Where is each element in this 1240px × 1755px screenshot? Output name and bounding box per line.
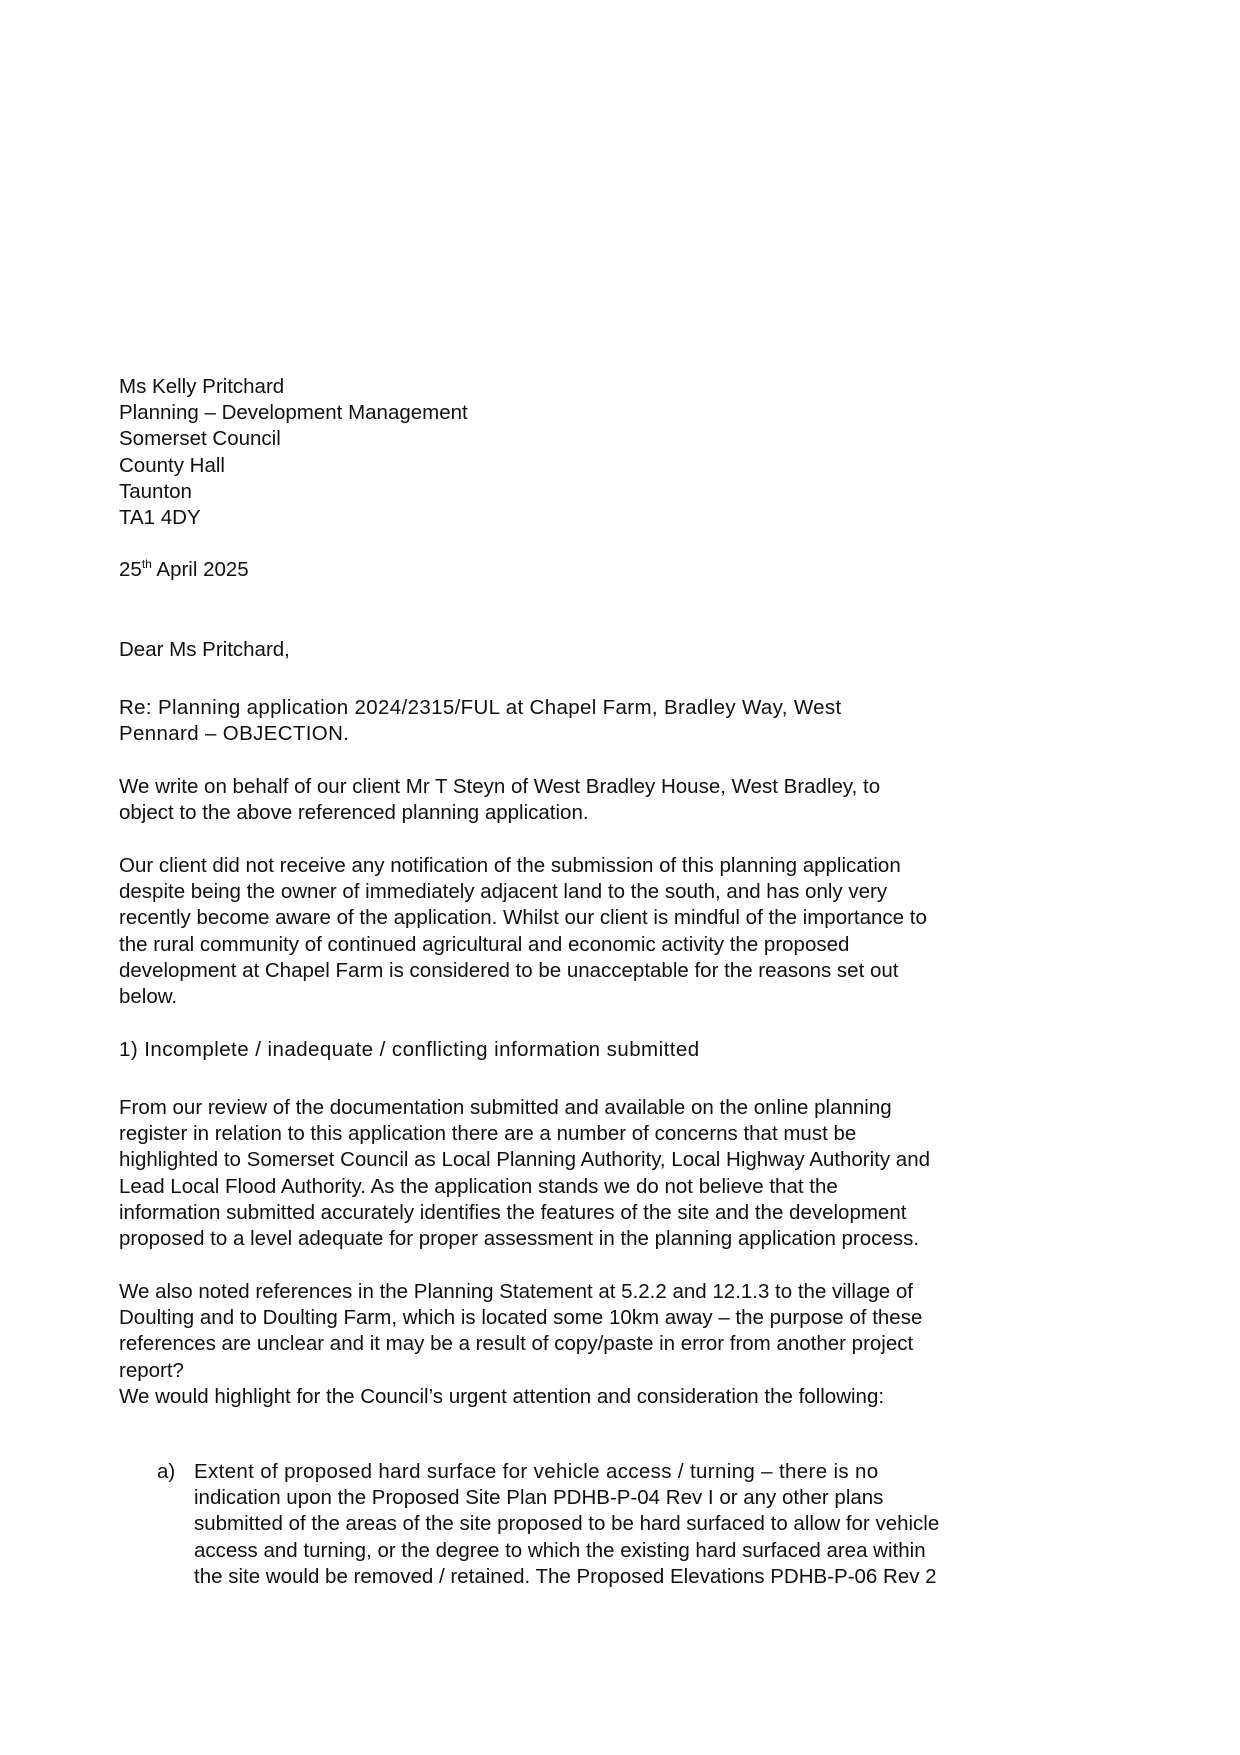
recipient-building: County Hall bbox=[119, 453, 225, 477]
paragraph-line: development at Chapel Farm is considered to be unacceptable for the reasons set out bbox=[119, 958, 899, 982]
recipient-postcode: TA1 4DY bbox=[119, 506, 201, 530]
list-marker: a) bbox=[157, 1460, 176, 1483]
list-item-line: submitted of the areas of the site proposed to be hard surfaced to allow for vehicle bbox=[194, 1512, 940, 1536]
list-item-line: Extent of proposed hard surface for vehicle access / turning – there is no bbox=[194, 1460, 879, 1483]
recipient-town: Taunton bbox=[119, 479, 192, 503]
list-item-body bbox=[194, 1459, 939, 1590]
letter-date bbox=[119, 557, 249, 585]
subject-line bbox=[119, 695, 842, 747]
paragraph-line: references are unclear and it may be a result of copy/paste in error from another project bbox=[119, 1332, 914, 1356]
list-item-line: indication upon the Proposed Site Plan PDHB-P-04 Rev I or any other plans bbox=[194, 1486, 884, 1510]
paragraph-line: register in relation to this application there are a number of concerns that must be bbox=[119, 1122, 857, 1146]
paragraph-line: despite being the owner of immediately adjacent land to the south, and has only very bbox=[119, 880, 888, 904]
paragraph-line: proposed to a level adequate for proper assessment in the planning application process. bbox=[119, 1227, 920, 1251]
subject-line-text: Re: Planning application 2024/2315/FUL at Chapel Farm, Bradley Way, West bbox=[119, 696, 842, 719]
list-item-line: the site would be removed / retained. The Proposed Elevations PDHB-P-06 Rev 2 bbox=[194, 1564, 937, 1588]
recipient-department: Planning – Development Management bbox=[119, 401, 468, 425]
paragraph-notification bbox=[119, 853, 927, 1010]
recipient-address bbox=[119, 374, 468, 531]
subject-line-text: Pennard – OBJECTION. bbox=[119, 722, 350, 746]
paragraph-line: From our review of the documentation submitted and available on the online planning bbox=[119, 1096, 892, 1119]
paragraph-intro bbox=[119, 774, 880, 826]
paragraph-line: recently become aware of the application. Whilst our client is mindful of the importance to bbox=[119, 906, 927, 930]
date-month-year: April 2025 bbox=[151, 558, 249, 581]
paragraph-line: the rural community of continued agricultural and economic activity the proposed bbox=[119, 932, 850, 956]
salutation: Dear Ms Pritchard, bbox=[119, 638, 290, 661]
paragraph-line: object to the above referenced planning application. bbox=[119, 801, 589, 825]
date-day: 25 bbox=[119, 558, 142, 581]
paragraph-line: Lead Local Flood Authority. As the application stands we do not believe that the bbox=[119, 1174, 838, 1198]
paragraph-line: report? bbox=[119, 1358, 184, 1382]
paragraph-doulting-references bbox=[119, 1279, 922, 1384]
paragraph-line: highlighted to Somerset Council as Local Planning Authority, Local Highway Authority and bbox=[119, 1148, 930, 1172]
recipient-organisation: Somerset Council bbox=[119, 427, 281, 451]
paragraph-line: information submitted accurately identifies the features of the site and the development bbox=[119, 1200, 907, 1224]
paragraph-highlight-intro bbox=[119, 1384, 884, 1410]
paragraph-line: Doulting and to Doulting Farm, which is located some 10km away – the purpose of these bbox=[119, 1306, 923, 1330]
recipient-name: Ms Kelly Pritchard bbox=[119, 375, 285, 398]
section-heading: 1) Incomplete / inadequate / conflicting information submitted bbox=[119, 1038, 700, 1061]
paragraph-line: We would highlight for the Council’s urgent attention and consideration the following: bbox=[119, 1385, 885, 1408]
list-item-line: access and turning, or the degree to which the existing hard surfaced area within bbox=[194, 1538, 926, 1562]
date-ordinal-suffix: th bbox=[141, 557, 152, 571]
paragraph-line: We write on behalf of our client Mr T Steyn of West Bradley House, West Bradley, to bbox=[119, 775, 881, 798]
paragraph-line: Our client did not receive any notification of the submission of this planning application bbox=[119, 854, 901, 877]
paragraph-review bbox=[119, 1095, 930, 1252]
paragraph-line: We also noted references in the Planning Statement at 5.2.2 and 12.1.3 to the village of bbox=[119, 1280, 913, 1303]
paragraph-line: below. bbox=[119, 985, 178, 1009]
